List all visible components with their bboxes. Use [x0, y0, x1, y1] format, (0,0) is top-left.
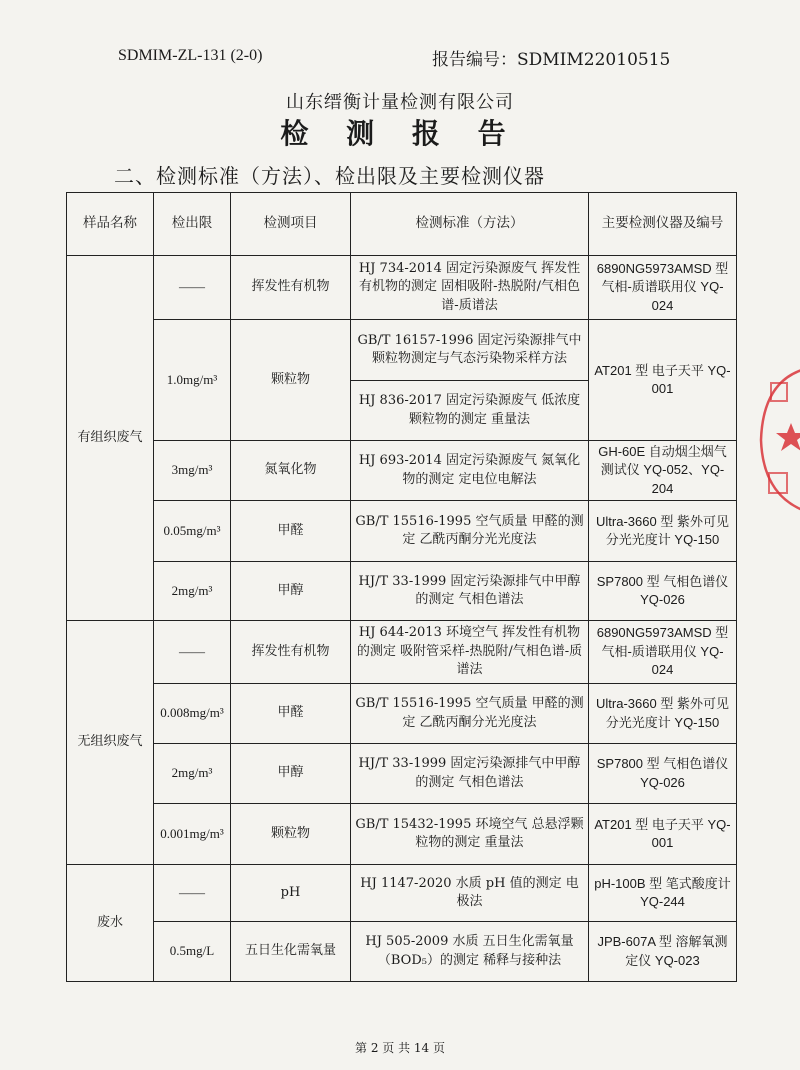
instrument: SP7800 型 气相色谱仪 YQ-026	[589, 562, 737, 621]
test-standard: GB/T 16157-1996 固定污染源排气中颗粒物测定与气态污染物采样方法	[351, 320, 589, 381]
instrument: JPB-607A 型 溶解氧测定仪 YQ-023	[589, 922, 737, 982]
test-standard: HJ/T 33-1999 固定污染源排气中甲醇的测定 气相色谱法	[351, 562, 589, 621]
table-row	[67, 501, 737, 562]
detection-limit: ——	[154, 621, 231, 684]
detection-limit: ——	[154, 865, 231, 922]
test-standard: GB/T 15432-1995 环境空气 总悬浮颗粒物的测定 重量法	[351, 804, 589, 865]
test-standard: HJ 836-2017 固定污染源废气 低浓度颗粒物的测定 重量法	[351, 381, 589, 441]
test-item: 挥发性有机物	[231, 621, 351, 684]
header-standard: 检测标准（方法）	[351, 193, 589, 256]
detection-limit: 0.008mg/m³	[154, 684, 231, 744]
table-row	[67, 621, 737, 684]
header-sample: 样品名称	[67, 193, 154, 256]
table-row	[67, 441, 737, 501]
table-row	[67, 684, 737, 744]
instrument: AT201 型 电子天平 YQ-001	[589, 804, 737, 865]
test-standard: HJ/T 33-1999 固定污染源排气中甲醇的测定 气相色谱法	[351, 744, 589, 804]
instrument: SP7800 型 气相色谱仪 YQ-026	[589, 744, 737, 804]
test-standard: HJ 734-2014 固定污染源废气 挥发性有机物的测定 固相吸附-热脱附/气相色谱-质谱法	[351, 256, 589, 320]
test-item: 甲醇	[231, 562, 351, 621]
test-item: 甲醇	[231, 744, 351, 804]
test-item: pH	[231, 865, 351, 922]
test-item: 颗粒物	[231, 804, 351, 865]
table-row	[67, 744, 737, 804]
table-row	[67, 865, 737, 922]
sample-name-wastewater: 废水	[67, 865, 154, 982]
header-instrument: 主要检测仪器及编号	[589, 193, 737, 256]
company-name: 山东缙衡计量检测有限公司	[286, 92, 514, 113]
test-item: 五日生化需氧量	[231, 922, 351, 982]
sample-name-organized: 有组织废气	[67, 256, 154, 621]
test-standard: HJ 644-2013 环境空气 挥发性有机物的测定 吸附管采样-热脱附/气相色谱-质谱法	[351, 621, 589, 684]
table-row	[67, 320, 737, 381]
test-standard: HJ 693-2014 固定污染源废气 氮氧化物的测定 定电位电解法	[351, 441, 589, 501]
test-item: 甲醛	[231, 684, 351, 744]
table-row	[67, 804, 737, 865]
instrument: Ultra-3660 型 紫外可见分光光度计 YQ-150	[589, 501, 737, 562]
red-seal-stamp	[757, 365, 800, 515]
test-standard: HJ 505-2009 水质 五日生化需氧量（BOD₅）的测定 稀释与接种法	[351, 922, 589, 982]
detection-limit: 2mg/m³	[154, 744, 231, 804]
report-title: 检 测 报 告	[280, 117, 520, 150]
instrument: 6890NG5973AMSD 型 气相-质谱联用仪 YQ-024	[589, 621, 737, 684]
detection-limit: 0.001mg/m³	[154, 804, 231, 865]
detection-limit: 1.0mg/m³	[154, 320, 231, 441]
detection-limit: 0.5mg/L	[154, 922, 231, 982]
test-item: 甲醛	[231, 501, 351, 562]
test-standard: GB/T 15516-1995 空气质量 甲醛的测定 乙酰丙酮分光光度法	[351, 684, 589, 744]
detection-limit: 0.05mg/m³	[154, 501, 231, 562]
header-item: 检测项目	[231, 193, 351, 256]
instrument: pH-100B 型 笔式酸度计 YQ-244	[589, 865, 737, 922]
section-heading: 二、检测标准（方法）、检出限及主要检测仪器	[114, 164, 545, 188]
doc-code: SDMIM-ZL-131 (2-0)	[118, 47, 263, 64]
seal-star	[776, 423, 800, 451]
test-item: 挥发性有机物	[231, 256, 351, 320]
test-standard: GB/T 15516-1995 空气质量 甲醛的测定 乙酰丙酮分光光度法	[351, 501, 589, 562]
detection-limit: 2mg/m³	[154, 562, 231, 621]
sample-name-unorganized: 无组织废气	[67, 621, 154, 865]
test-item: 氮氧化物	[231, 441, 351, 501]
detection-limit: 3mg/m³	[154, 441, 231, 501]
instrument: Ultra-3660 型 紫外可见分光光度计 YQ-150	[589, 684, 737, 744]
instrument: GH-60E 自动烟尘烟气测试仪 YQ-052、YQ-204	[589, 441, 737, 501]
test-standard: HJ 1147-2020 水质 pH 值的测定 电极法	[351, 865, 589, 922]
table-row	[67, 562, 737, 621]
standards-table	[66, 192, 737, 982]
instrument: AT201 型 电子天平 YQ-001	[589, 320, 737, 441]
table-row	[67, 922, 737, 982]
table-header-row	[67, 193, 737, 256]
test-item: 颗粒物	[231, 320, 351, 441]
table-row	[67, 256, 737, 320]
header-limit: 检出限	[154, 193, 231, 256]
page-number: 第 2 页 共 14 页	[355, 1041, 445, 1055]
report-number: 报告编号：SDMIM22010515	[432, 50, 671, 70]
instrument: 6890NG5973AMSD 型 气相-质谱联用仪 YQ-024	[589, 256, 737, 320]
detection-limit: ——	[154, 256, 231, 320]
